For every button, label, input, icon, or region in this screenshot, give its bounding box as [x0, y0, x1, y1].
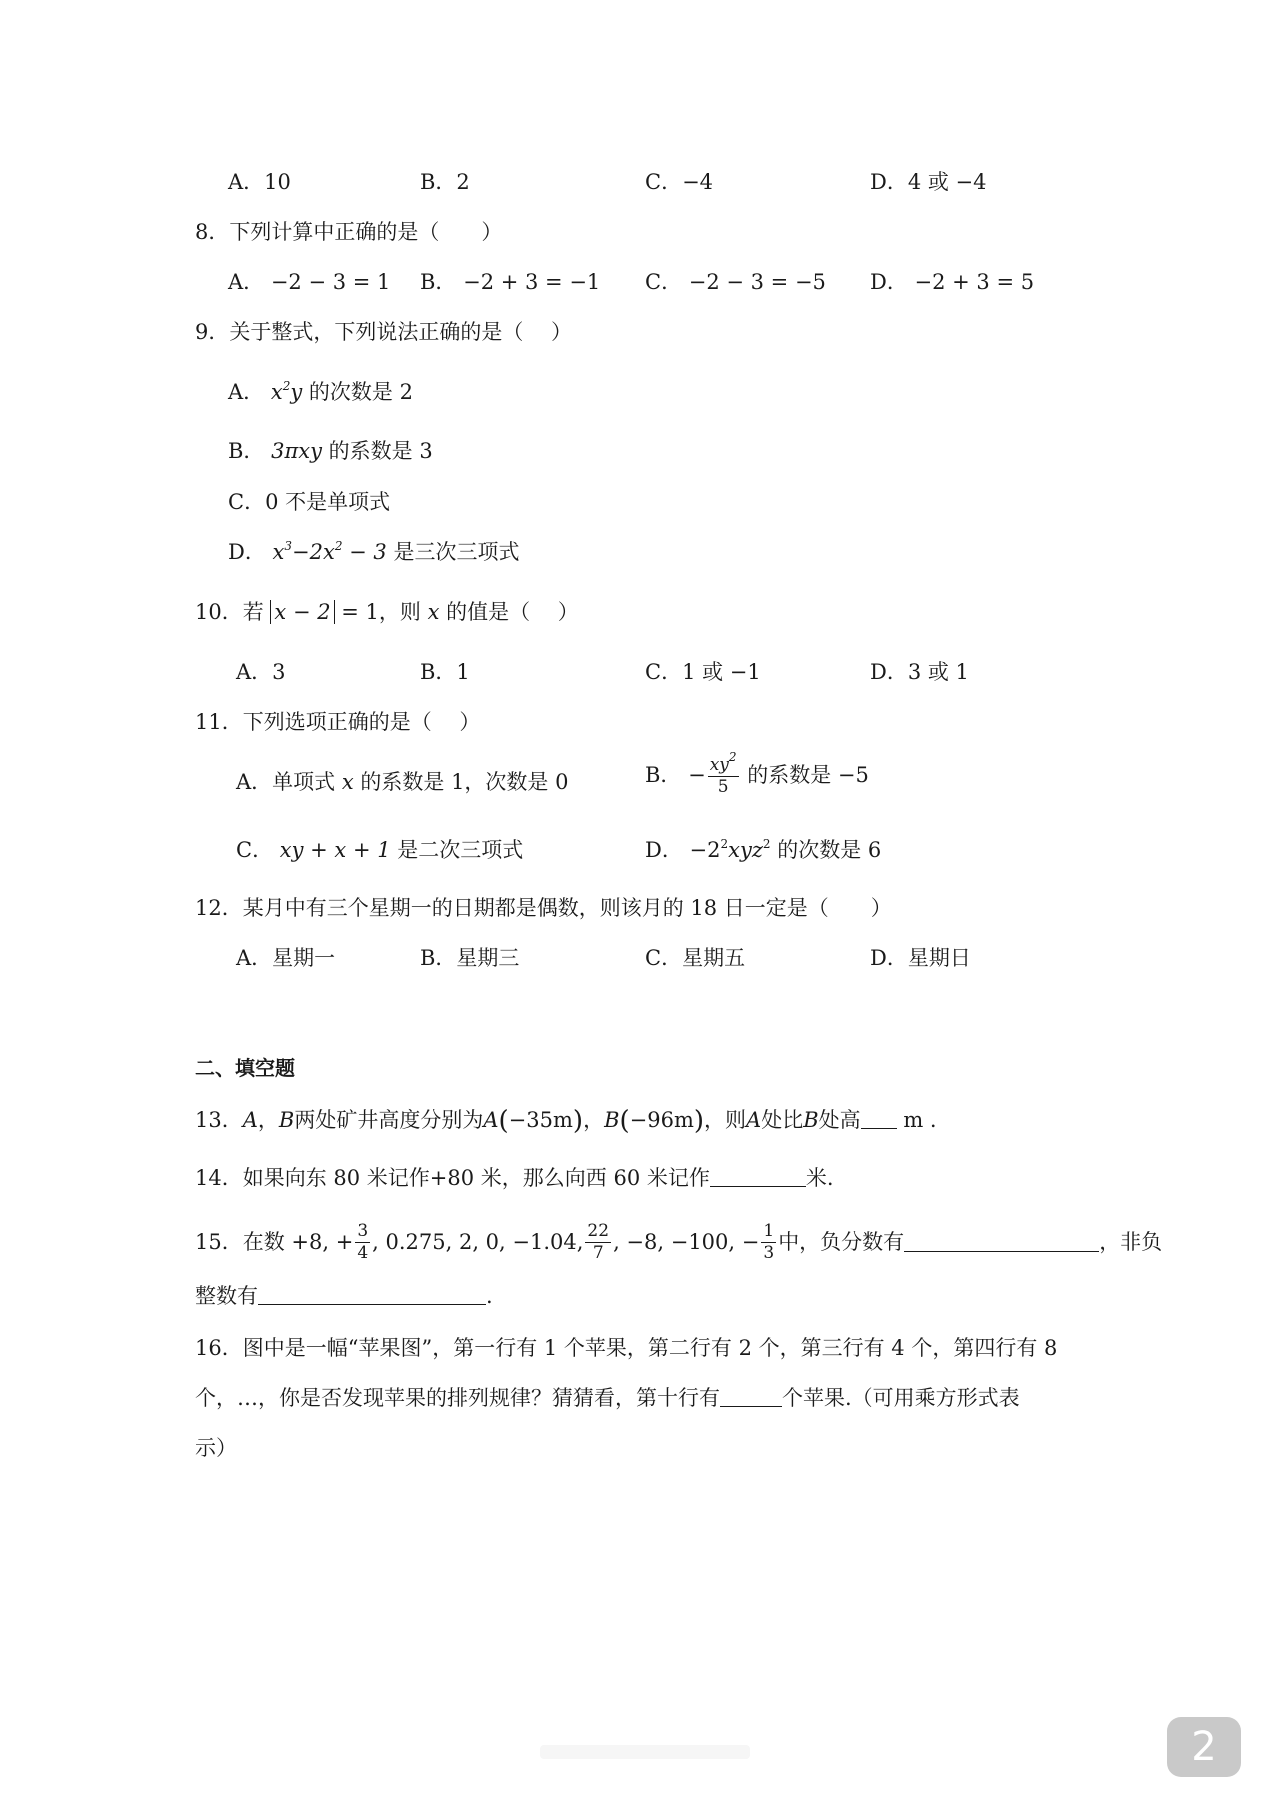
q15-f2-den: 7 [592, 1242, 604, 1263]
q9-b-prefix: B． [228, 439, 265, 463]
q13-text1: 两处矿井高度分别为 [294, 1108, 484, 1132]
q11-option-c [236, 840, 523, 861]
q15-f3-den: 3 [763, 1242, 775, 1263]
q9-option-c: C．0 不是单项式 [228, 490, 391, 514]
q10-option-a: A．3 [236, 660, 286, 684]
q15-f3-num: 1 [763, 1220, 775, 1241]
q9-d-prefix: D． [228, 540, 266, 564]
q15-suffix: 中，负分数有 [778, 1229, 905, 1254]
q12-option-c: C．星期五 [645, 946, 746, 970]
q15-fraction-2 [585, 1220, 611, 1263]
q15-line2-end: . [486, 1284, 493, 1308]
q12-option-d: D．星期日 [870, 946, 971, 970]
q15-f2-num: 22 [587, 1220, 610, 1241]
q11-option-d [645, 837, 882, 862]
q14-suffix: 米. [805, 1166, 834, 1190]
q9-d-math: $x^3-2x^2 - 3$ [272, 539, 387, 564]
q9-option-a [228, 379, 413, 404]
q15-fraction-3 [761, 1220, 776, 1263]
q15-answer-blank-1[interactable] [904, 1233, 1099, 1252]
q7-option-d: D．4 或 −4 [870, 170, 987, 194]
q11-a-suffix: 的系数是 1，次数是 0 [360, 770, 569, 794]
q11-c-prefix: C． [236, 838, 274, 862]
q16-line-2 [195, 1388, 1020, 1409]
q16-answer-blank[interactable] [720, 1388, 782, 1407]
q12-option-b: B．星期三 [420, 946, 520, 970]
q13-text2: ，则 [704, 1108, 747, 1132]
q15-answer-blank-2[interactable] [258, 1286, 486, 1305]
q9-d-suffix: 是三次三项式 [393, 540, 520, 564]
q10-prefix: 10．若 [195, 600, 264, 624]
q9-option-d [228, 539, 520, 564]
q13-A-ref: A [746, 1108, 762, 1132]
q11-b-prefix: B． − [645, 763, 706, 787]
q13-B-ref: B [803, 1108, 819, 1132]
q10-suffix: 的值是（ ） [446, 600, 579, 624]
q11-c-math: xy + x + 1 [279, 838, 391, 862]
q11-d-suffix: 的次数是 6 [777, 838, 882, 862]
q15-line [195, 1212, 1162, 1272]
q13-rparen-a: ) [572, 1106, 584, 1136]
q8-option-c: C． −2 − 3 = −5 [645, 270, 826, 294]
q11-a-var: x [341, 770, 354, 794]
q8-option-b: B． −2 + 3 = −1 [420, 270, 601, 294]
q7-option-c: C．−4 [645, 170, 714, 194]
q13-sep: ， [257, 1108, 279, 1132]
q11-a-prefix: A．单项式 [236, 770, 336, 794]
q12-stem: 12．某月中有三个星期一的日期都是偶数，则该月的 18 日一定是（ ） [195, 896, 892, 920]
q15-f1-den: 4 [357, 1242, 369, 1263]
q13-A-label: A [483, 1108, 499, 1132]
q9-b-math: 3πxy [271, 439, 322, 463]
q15-line2: 整数有 [195, 1284, 258, 1308]
q13-A: A [242, 1108, 258, 1132]
q14-text: 14．如果向东 80 米记作+80 米，那么向西 60 米记作 [195, 1166, 710, 1190]
footer-watermark [540, 1745, 750, 1759]
q16-line2-b: 个苹果.（可用乘方形式表 [782, 1386, 1020, 1410]
q11-b-fraction [708, 750, 739, 797]
q9-option-b [228, 441, 433, 462]
q11-option-a [236, 772, 568, 793]
q14-answer-blank[interactable] [710, 1168, 806, 1187]
q16-line2-a: 个，…，你是否发现苹果的排列规律？猜猜看，第十行有 [195, 1386, 720, 1410]
q15-prefix: 15．在数 +8, + [195, 1229, 354, 1254]
q13-B: B [278, 1108, 295, 1132]
q13-answer-blank[interactable] [861, 1110, 897, 1129]
q11-stem: 11．下列选项正确的是（ ） [195, 710, 481, 734]
q12-option-a: A．星期一 [236, 946, 336, 970]
q10-option-d: D．3 或 1 [870, 660, 969, 684]
q15-f1-num: 3 [357, 1220, 369, 1241]
q7-option-b: B．2 [420, 170, 470, 194]
q10-stem [195, 600, 579, 624]
q10-option-b: B．1 [420, 660, 470, 684]
q13-line: 13．A，B两处矿井高度分别为A(−35m)，B(−96m)，则A处比B处高 m . [195, 1106, 937, 1136]
section-title-fill-in: 二、填空题 [195, 1056, 295, 1080]
q8-option-a: A． −2 − 3 = 1 [228, 270, 391, 294]
q13-lparen-b: ( [619, 1106, 630, 1136]
q10-abs: x − 2 [270, 600, 334, 624]
q13-B-label: B [604, 1108, 620, 1132]
q13-rparen-b: ) [693, 1106, 705, 1136]
q15-line-2 [195, 1286, 493, 1307]
q13-lparen-a: ( [498, 1106, 509, 1136]
q11-option-b [645, 750, 869, 797]
q15-middle: , 0.275, 2, 0, −1.04, [372, 1229, 584, 1254]
q16-line-1: 16．图中是一幅“苹果图”，第一行有 1 个苹果，第二行有 2 个，第三行有 4 个，第四行有 8 [195, 1336, 1058, 1360]
q11-b-denominator: 5 [717, 777, 729, 797]
q11-d-math: $-2^2xyz^2$ [689, 837, 771, 862]
q13-text4: 处高 [818, 1108, 861, 1132]
q11-d-prefix: D． [645, 838, 683, 862]
q14-line [195, 1168, 834, 1189]
q8-stem: 8．下列计算中正确的是（ ） [195, 220, 503, 244]
q16-line-3: 示） [195, 1436, 237, 1460]
q13-num: 13． [195, 1108, 243, 1132]
q15-suffix2: ，非负 [1099, 1229, 1163, 1254]
q7-option-a: A．10 [228, 170, 291, 194]
q13-unit: m . [903, 1108, 937, 1132]
q8-option-d: D． −2 + 3 = 5 [870, 270, 1035, 294]
q9-a-suffix: 的次数是 2 [308, 380, 413, 404]
q10-option-c: C．1 或 −1 [645, 660, 761, 684]
q11-c-suffix: 是二次三项式 [397, 838, 524, 862]
q13-val-b: −96m [629, 1108, 694, 1132]
q9-stem: 9．关于整式，下列说法正确的是（ ） [195, 320, 573, 344]
q13-text3: 处比 [761, 1108, 804, 1132]
q15-middle2: , −8, −100, − [613, 1229, 760, 1254]
q9-a-prefix: A． [228, 380, 265, 404]
q15-fraction-1 [355, 1220, 370, 1263]
q9-b-suffix: 的系数是 3 [322, 439, 433, 463]
q11-b-numerator: $xy^2$ [709, 750, 737, 775]
page-number-badge[interactable]: 2 [1167, 1717, 1241, 1777]
q10-var: x [427, 600, 440, 624]
q9-a-math: $x^2y$ [270, 379, 303, 404]
q13-val-a: −35m [508, 1108, 573, 1132]
q11-b-suffix: 的系数是 −5 [747, 763, 869, 787]
q10-middle: = 1，则 [341, 600, 421, 624]
